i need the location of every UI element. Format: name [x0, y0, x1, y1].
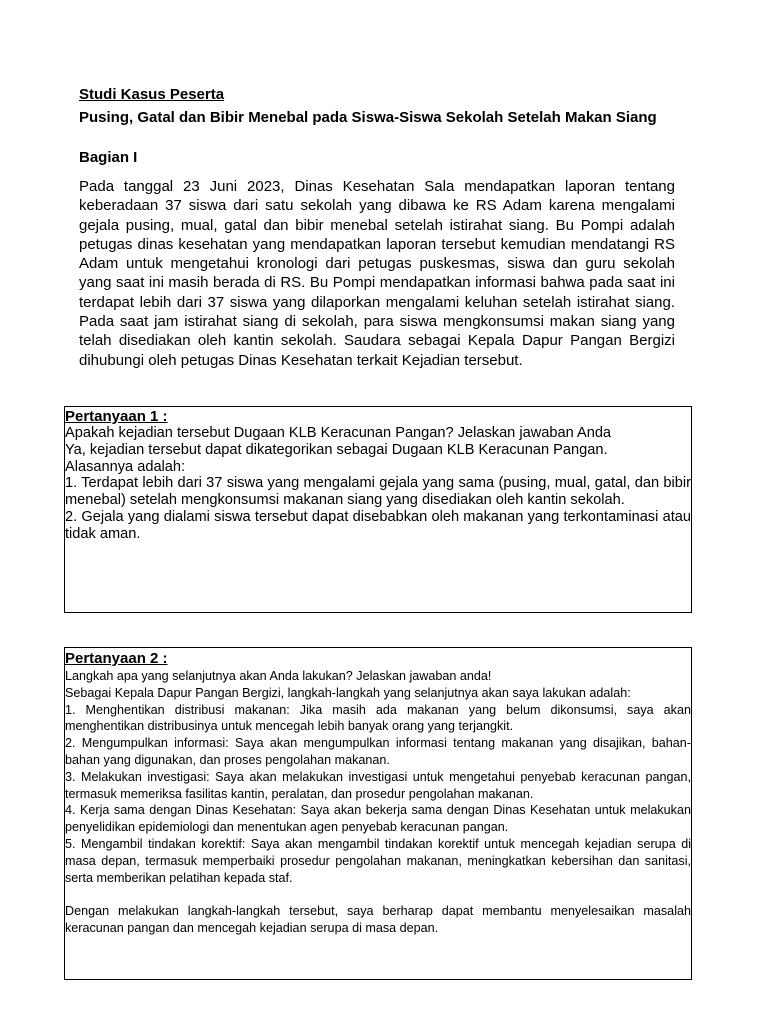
case-description: Pada tanggal 23 Juni 2023, Dinas Kesehatan Sala mendapatkan laporan tentang keberadaan 37 siswa dari satu sekolah yang dibawa ke RS Adam karena mengalami gejala pusing, mual, gatal dan bibir menebal setelah istirahat siang. Bu Pompi adalah petugas dinas kesehatan yang mendapatkan laporan tersebut kemudian mendatangi RS Adam untuk mengetahui kronologi dari petugas puskesmas, siswa dan guru sekolah yang saat ini masih berada di RS. Bu Pompi mendapatkan informasi bahwa pada saat ini terdapat lebih dari 37 siswa yang dilaporkan mengalami keluhan setelah istirahat siang. Pada saat jam istirahat siang di sekolah, para siswa mengkonsumsi makan siang yang telah disediakan oleh kantin sekolah. Saudara sebagai Kepala Dapur Pangan Bergizi dihubungi oleh petugas Dinas Kesehatan terkait Kejadian tersebut. [79, 178, 675, 369]
document-title: Pusing, Gatal dan Bibir Menebal pada Siswa-Siswa Sekolah Setelah Makan Siang [79, 109, 657, 126]
question-box-2 [64, 647, 692, 980]
answer-line: 1. Menghentikan distribusi makanan: Jika masih ada makanan yang belum dikonsumsi, saya akan menghentikan distribusinya untuk mencegah lebih banyak orang yang terjangkit. [65, 702, 691, 734]
answer-line: Alasannya adalah: [65, 458, 186, 475]
document-label: Studi Kasus Peserta [79, 86, 225, 103]
answer-line: 4. Kerja sama dengan Dinas Kesehatan: Saya akan bekerja sama dengan Dinas Kesehatan untuk melakukan penyelidikan epidemiologi dan menentukan agen penyebab keracunan pangan. [65, 803, 691, 835]
answer-line: Sebagai Kepala Dapur Pangan Bergizi, langkah-langkah yang selanjutnya akan saya lakukan adalah: [65, 685, 631, 700]
question-1-prompt: Apakah kejadian tersebut Dugaan KLB Keracunan Pangan? Jelaskan jawaban Anda [65, 425, 612, 441]
answer-line: 5. Mengambil tindakan korektif: Saya akan mengambil tindakan korektif untuk mencegah kejadian serupa di masa depan, termasuk memperbaiki prosedur pengolahan makanan, meningkatkan kebersihan dan sanitasi, serta memberikan pelatihan kepada staf. [65, 836, 691, 885]
answer-line: 2. Mengumpulkan informasi: Saya akan mengumpulkan informasi tentang makanan yang disajikan, bahan-bahan yang digunakan, dan proses pengolahan makanan. [65, 736, 691, 767]
answer-line: 1. Terdapat lebih dari 37 siswa yang mengalami gejala yang sama (pusing, mual, gatal, dan bibir menebal) setelah mengkonsumsi makanan siang yang disediakan oleh kantin sekolah. [65, 475, 691, 509]
answer-closing: Dengan melakukan langkah-langkah tersebut, saya berharap dapat membantu menyelesaikan masalah keracunan pangan dan mencegah kejadian serupa di masa depan. [65, 904, 691, 935]
section-heading: Bagian I [79, 149, 138, 166]
blank-line [65, 886, 691, 903]
question-2-prompt: Langkah apa yang selanjutnya akan Anda lakukan? Jelaskan jawaban anda! [65, 669, 492, 683]
question-box-1 [64, 406, 692, 613]
answer-line: 2. Gejala yang dialami siswa tersebut dapat disebabkan oleh makanan yang terkontaminasi atau tidak aman. [65, 508, 691, 542]
question-1-answer [65, 425, 691, 543]
answer-line: 3. Melakukan investigasi: Saya akan melakukan investigasi untuk mengetahui penyebab keracunan pangan, termasuk memeriksa fasilitas kantin, peralatan, dan prosedur pengolahan makanan. [65, 769, 691, 801]
answer-line: Ya, kejadian tersebut dapat dikategorikan sebagai Dugaan KLB Keracunan Pangan. [65, 441, 608, 458]
question-2-title: Pertanyaan 2 : [65, 650, 168, 667]
question-2-answer [65, 668, 691, 937]
question-1-title: Pertanyaan 1 : [65, 408, 168, 425]
